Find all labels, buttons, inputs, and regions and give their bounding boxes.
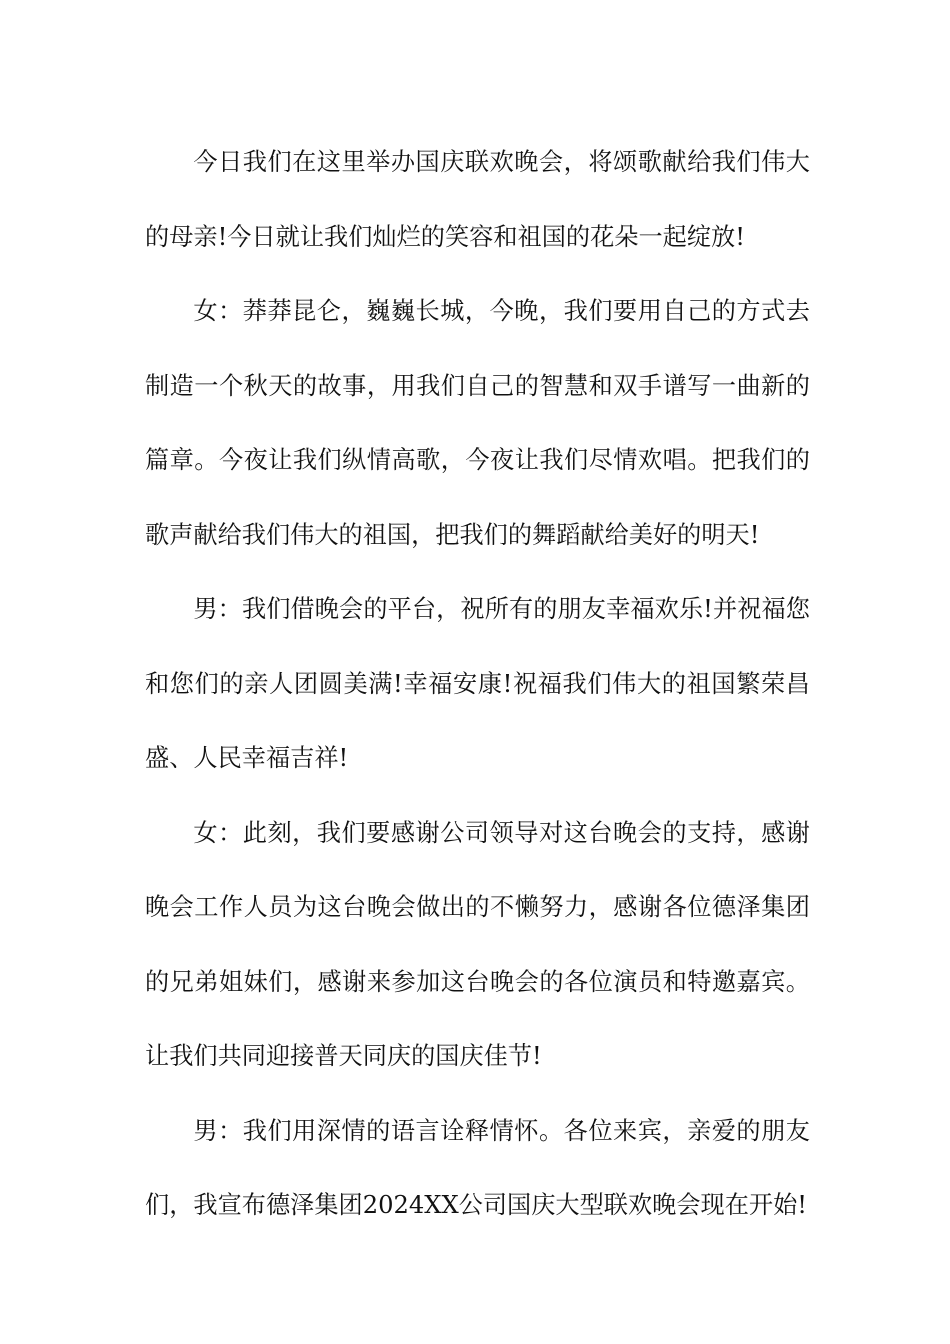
- paragraph-male-host-1: 男：我们借晚会的平台，祝所有的朋友幸福欢乐!并祝福您和您们的亲人团圆美满!幸福安康!祝福我们伟大的祖国繁荣昌盛、人民幸福吉祥!: [145, 595, 810, 772]
- paragraph-male-host-2: 男：我们用深情的语言诠释情怀。各位来宾，亲爱的朋友们，我宣布德泽集团2024XX公司国庆大型联欢晚会现在开始!: [145, 1116, 810, 1219]
- paragraph-female-host-1: 女：莽莽昆仑，巍巍长城，今晚，我们要用自己的方式去制造一个秋天的故事，用我们自己的智慧和双手谱写一曲新的篇章。今夜让我们纵情高歌，今夜让我们尽情欢唱。把我们的歌声献给我们伟大的祖国，把我们的舞蹈献给美好的明天!: [145, 297, 810, 549]
- paragraph-opening: 今日我们在这里举办国庆联欢晚会，将颂歌献给我们伟大的母亲!今日就让我们灿烂的笑容和祖国的花朵一起绽放!: [145, 148, 810, 251]
- paragraph-female-host-2: 女：此刻，我们要感谢公司领导对这台晚会的支持，感谢晚会工作人员为这台晚会做出的不懒努力，感谢各位德泽集团的兄弟姐妹们，感谢来参加这台晚会的各位演员和特邀嘉宾。让我们共同迎接普天同庆的国庆佳节!: [145, 818, 810, 1070]
- document-body: [145, 125, 810, 1243]
